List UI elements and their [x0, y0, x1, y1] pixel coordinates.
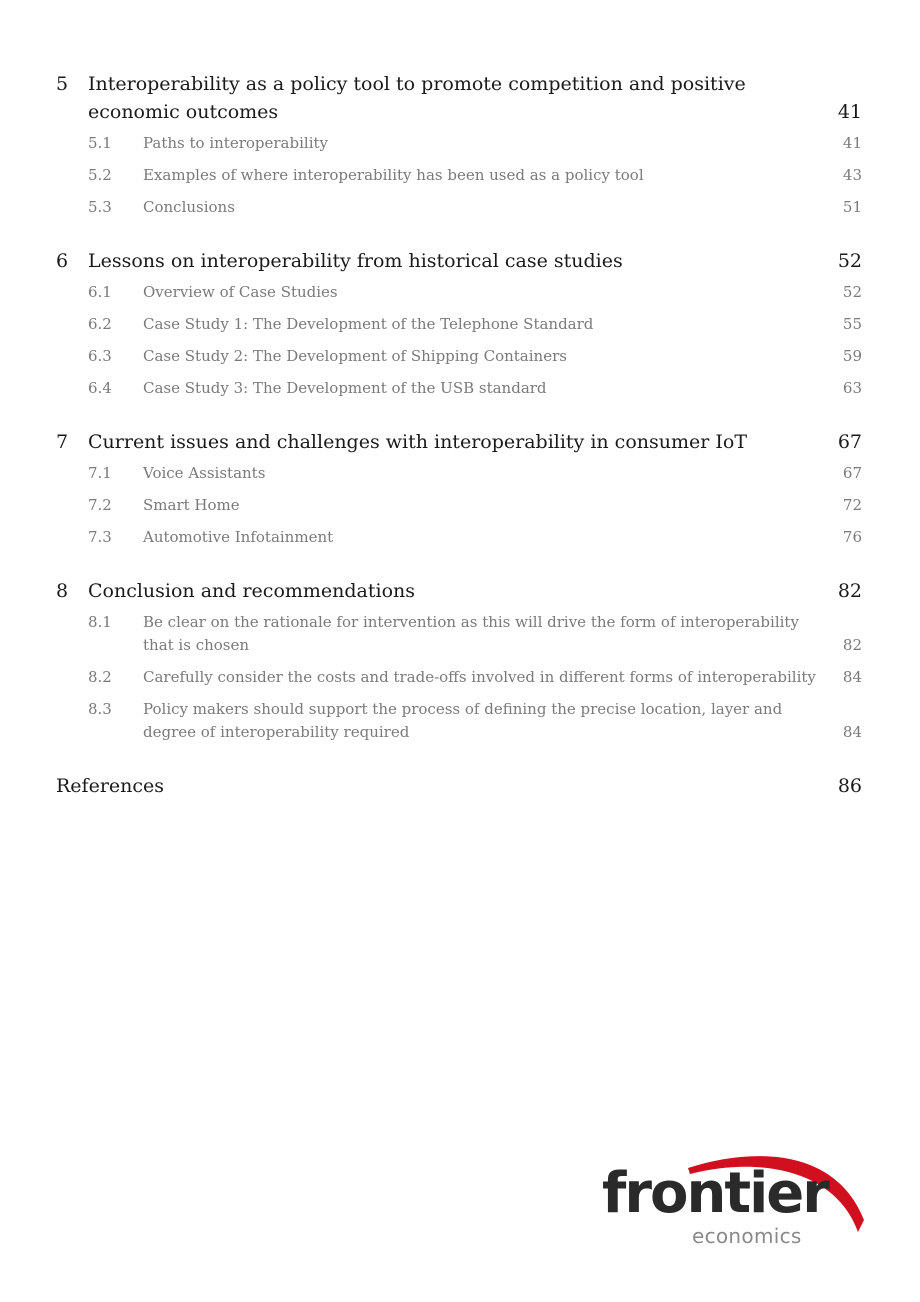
toc-section-8-3[interactable] [56, 698, 862, 744]
section-page-number: 67 [842, 464, 862, 482]
toc-section-list [56, 281, 862, 400]
section-page-number: 82 [842, 636, 862, 654]
section-title: Conclusions [143, 198, 235, 216]
section-page-number: 52 [842, 283, 862, 301]
section-title: Case Study 2: The Development of Shipping Containers [143, 347, 567, 365]
section-title: Overview of Case Studies [143, 283, 338, 301]
toc-section-6-3[interactable] [56, 345, 862, 368]
toc-chapter-5 [56, 70, 862, 219]
section-number: 5.3 [88, 198, 112, 216]
toc-section-8-1[interactable] [56, 611, 862, 657]
section-page-number: 63 [842, 379, 862, 397]
section-page-number: 43 [842, 166, 862, 184]
chapter-number: 7 [56, 431, 69, 453]
section-number: 6.1 [88, 283, 112, 301]
toc-chapter-7 [56, 428, 862, 549]
section-number: 6.4 [88, 379, 112, 397]
toc-chapter-heading[interactable] [56, 247, 862, 275]
section-page-number: 84 [842, 668, 862, 686]
section-number: 6.3 [88, 347, 112, 365]
toc-chapter-heading[interactable] [56, 428, 862, 456]
toc-section-7-1[interactable] [56, 462, 862, 485]
logo-wordmark: frontier [602, 1161, 828, 1226]
section-title: Automotive Infotainment [143, 528, 334, 546]
section-page-number: 72 [842, 496, 862, 514]
section-title: Case Study 3: The Development of the USB standard [143, 379, 547, 397]
toc-section-5-2[interactable] [56, 164, 862, 187]
toc-section-list [56, 611, 862, 744]
section-number: 6.2 [88, 315, 112, 333]
chapter-title: Current issues and challenges with interoperability in consumer IoT [88, 431, 747, 453]
section-page-number: 84 [842, 723, 862, 741]
toc-section-list [56, 462, 862, 549]
toc-chapter-6 [56, 247, 862, 400]
section-title: Case Study 1: The Development of the Telephone Standard [143, 315, 594, 333]
section-number: 7.3 [88, 528, 112, 546]
toc-references[interactable] [56, 772, 862, 800]
toc-section-5-3[interactable] [56, 196, 862, 219]
toc-section-5-1[interactable] [56, 132, 862, 155]
section-number: 5.1 [88, 134, 112, 152]
frontier-economics-logo [600, 1150, 866, 1252]
chapter-number: 6 [56, 250, 69, 272]
toc-chapter-heading[interactable] [56, 70, 862, 126]
toc-chapter-8 [56, 577, 862, 744]
references-page-number: 86 [837, 775, 862, 797]
chapter-title: Conclusion and recommendations [88, 580, 416, 602]
chapter-page-number: 41 [837, 101, 862, 123]
table-of-contents [56, 70, 862, 800]
section-page-number: 55 [842, 315, 862, 333]
section-page-number: 59 [842, 347, 862, 365]
chapter-page-number: 52 [837, 250, 862, 272]
toc-section-7-2[interactable] [56, 494, 862, 517]
section-number: 7.1 [88, 464, 112, 482]
toc-section-6-4[interactable] [56, 377, 862, 400]
section-title: Voice Assistants [143, 464, 266, 482]
chapter-page-number: 67 [837, 431, 862, 453]
section-title: Be clear on the rationale for intervention as this will drive the form of interoperability that is chosen [143, 613, 799, 654]
section-number: 8.1 [88, 613, 112, 631]
toc-section-8-2[interactable] [56, 666, 862, 689]
references-title: References [56, 775, 165, 797]
section-title: Paths to interoperability [143, 134, 328, 152]
section-number: 5.2 [88, 166, 112, 184]
toc-section-7-3[interactable] [56, 526, 862, 549]
chapter-title: Interoperability as a policy tool to promote competition and positive economic outcomes [88, 73, 746, 123]
section-title: Policy makers should support the process of defining the precise location, layer and degree of interoperability required [143, 700, 783, 741]
toc-chapter-heading[interactable] [56, 577, 862, 605]
toc-section-list [56, 132, 862, 219]
section-title: Carefully consider the costs and trade-offs involved in different forms of interoperability [143, 668, 816, 686]
section-page-number: 51 [842, 198, 862, 216]
section-title: Examples of where interoperability has been used as a policy tool [143, 166, 644, 184]
toc-section-6-2[interactable] [56, 313, 862, 336]
section-number: 8.2 [88, 668, 112, 686]
section-number: 7.2 [88, 496, 112, 514]
section-title: Smart Home [143, 496, 240, 514]
logo-subtitle: economics [692, 1224, 802, 1248]
chapter-title: Lessons on interoperability from historical case studies [88, 250, 623, 272]
chapter-page-number: 82 [837, 580, 862, 602]
section-page-number: 41 [842, 134, 862, 152]
toc-section-6-1[interactable] [56, 281, 862, 304]
section-page-number: 76 [842, 528, 862, 546]
chapter-number: 5 [56, 73, 69, 95]
chapter-number: 8 [56, 580, 69, 602]
section-number: 8.3 [88, 700, 112, 718]
